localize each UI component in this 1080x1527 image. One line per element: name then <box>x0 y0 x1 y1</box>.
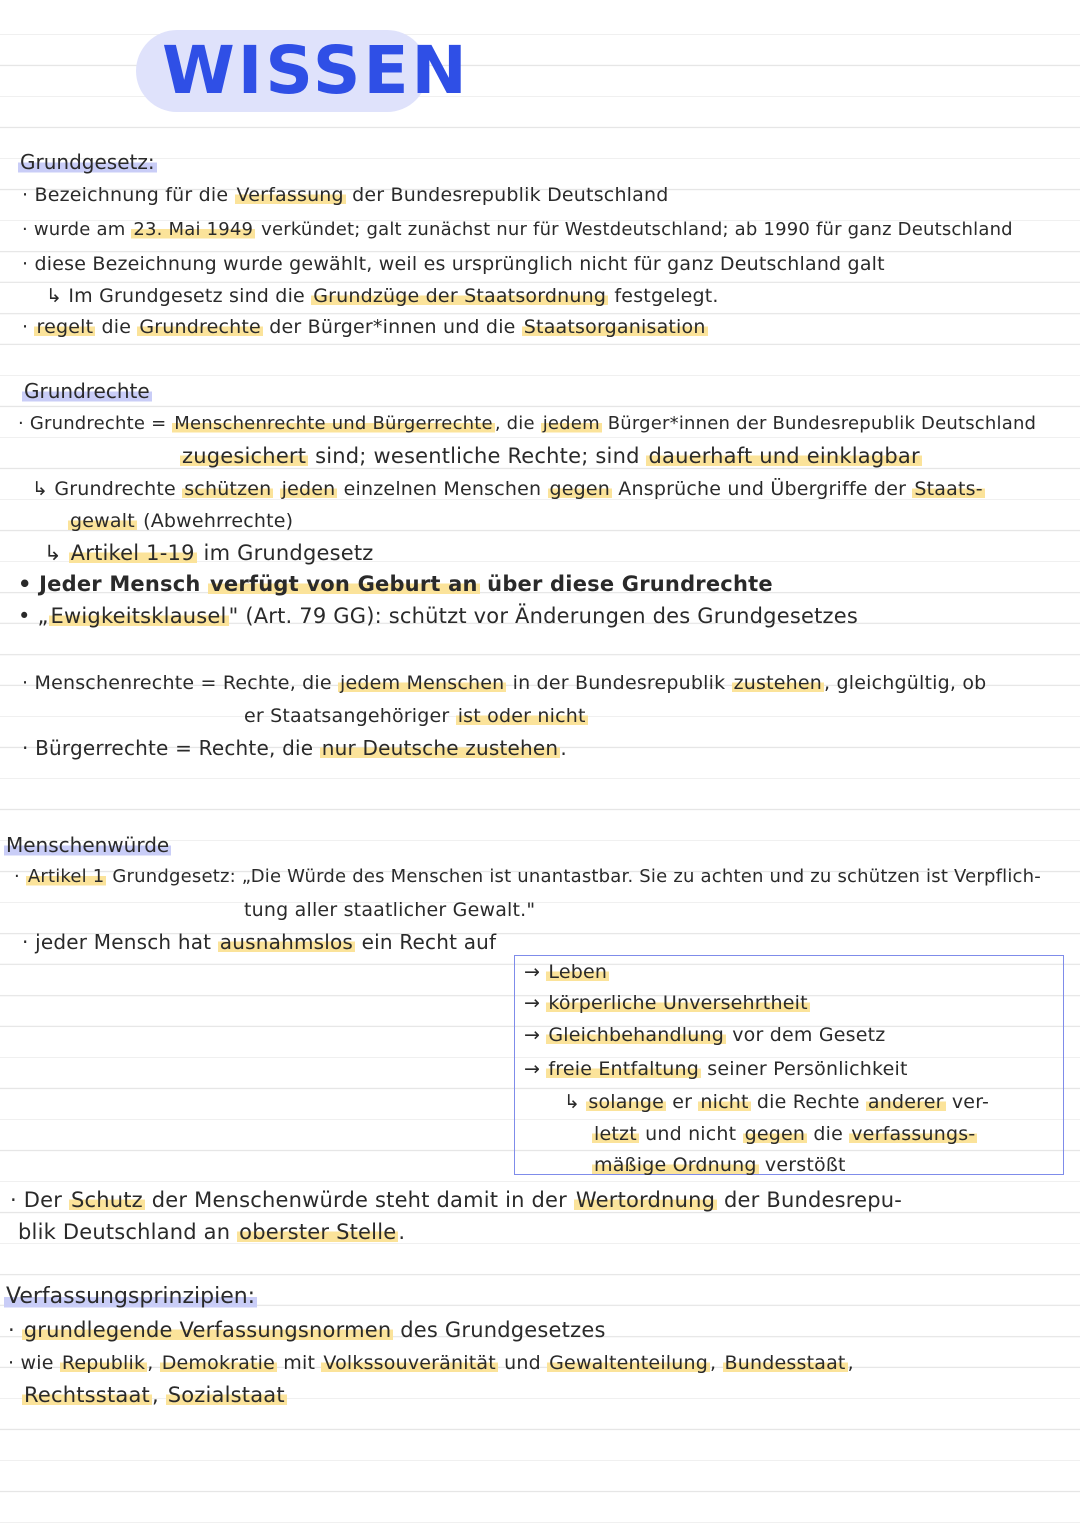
rights-item-condition-3: mäßige Ordnung verstößt <box>594 1154 846 1176</box>
rights-item-entfaltung: → freie Entfaltung seiner Persönlichkeit <box>524 1058 908 1080</box>
rights-item-condition-2: letzt und nicht gegen die verfassungs- <box>594 1123 976 1145</box>
heading-verfassungsprinzipien: Verfassungsprinzipien: <box>6 1284 256 1309</box>
rights-item-gleichbehandlung: → Gleichbehandlung vor dem Gesetz <box>524 1024 886 1046</box>
menschenwuerde-line-3: · jeder Mensch hat ausnahmslos ein Recht auf <box>22 930 497 954</box>
heading-menschenwuerde: Menschenwürde <box>6 833 170 857</box>
grundrechte-line-1: · Grundrechte = Menschenrechte und Bürgerrechte , die jedem Bürger*innen der Bundesrepublik Deutschland <box>18 413 1037 434</box>
grundrechte-line-6: • Jeder Mensch verfügt von Geburt an über diese Grundrechte <box>18 572 773 596</box>
grundgesetz-line-3: · diese Bezeichnung wurde gewählt, weil es ursprünglich nicht für ganz Deutschland galt <box>22 253 885 275</box>
grundgesetz-line-5: · regelt die Grundrechte der Bürger*innen und die Staatsorganisation <box>22 316 706 338</box>
grundrechte-line-10: · Bürgerrechte = Rechte, die nur Deutsche zustehen . <box>22 736 567 760</box>
menschenwuerde-line-5: blik Deutschland an oberster Stelle. <box>18 1220 406 1244</box>
grundrechte-line-5: ↳ Artikel 1-19 im Grundgesetz <box>44 541 374 565</box>
heading-grundrechte: Grundrechte <box>24 379 150 403</box>
grundrechte-line-4: gewalt (Abwehrrechte) <box>70 510 294 532</box>
page-title: WISSEN <box>162 32 470 109</box>
grundrechte-line-2: zugesichert sind; wesentliche Rechte; sind dauerhaft und einklagbar <box>182 444 920 468</box>
grundrechte-line-3: ↳ Grundrechte schützen jeden einzelnen Menschen gegen Ansprüche und Übergriffe der Staats- <box>32 478 983 500</box>
verfassungsprinzipien-line-3: Rechtsstaat, Sozialstaat <box>24 1383 285 1407</box>
rights-item-condition-1: ↳ solange er nicht die Rechte anderer ver- <box>564 1091 990 1113</box>
verfassungsprinzipien-line-1: · grundlegende Verfassungsnormen des Grundgesetzes <box>8 1318 606 1342</box>
verfassungsprinzipien-line-2: · wie Republik , Demokratie mit Volkssouveränität und Gewaltenteilung , Bundesstaat , <box>8 1352 854 1374</box>
rights-item-unversehrtheit: → körperliche Unversehrtheit <box>524 992 808 1014</box>
grundgesetz-line-4: ↳ Im Grundgesetz sind die Grundzüge der Staatsordnung festgelegt. <box>46 285 719 307</box>
heading-grundgesetz: Grundgesetz: <box>20 150 155 174</box>
menschenwuerde-line-4: · Der Schutz der Menschenwürde steht damit in der Wertordnung der Bundesrepu- <box>10 1188 903 1212</box>
grundrechte-line-8: · Menschenrechte = Rechte, die jedem Menschen in der Bundesrepublik zustehen , gleichgültig, ob <box>22 672 987 694</box>
grundrechte-line-9: er Staatsangehöriger ist oder nicht <box>244 705 586 727</box>
grundrechte-line-7: • „Ewigkeitsklausel" (Art. 79 GG): schützt vor Änderungen des Grundgesetzes <box>18 604 858 628</box>
menschenwuerde-line-2: tung aller staatlicher Gewalt." <box>244 899 536 921</box>
grundgesetz-line-2: · wurde am 23. Mai 1949 verkündet; galt zunächst nur für Westdeutschland; ab 1990 für ganz Deutschland <box>22 219 1013 240</box>
grundgesetz-line-1: · Bezeichnung für die Verfassung der Bundesrepublik Deutschland <box>22 184 669 206</box>
rights-item-leben: → Leben <box>524 961 608 983</box>
menschenwuerde-line-1: · Artikel 1 Grundgesetz: „Die Würde des Menschen ist unantastbar. Sie zu achten und zu schützen ist Verpflich- <box>14 866 1041 887</box>
